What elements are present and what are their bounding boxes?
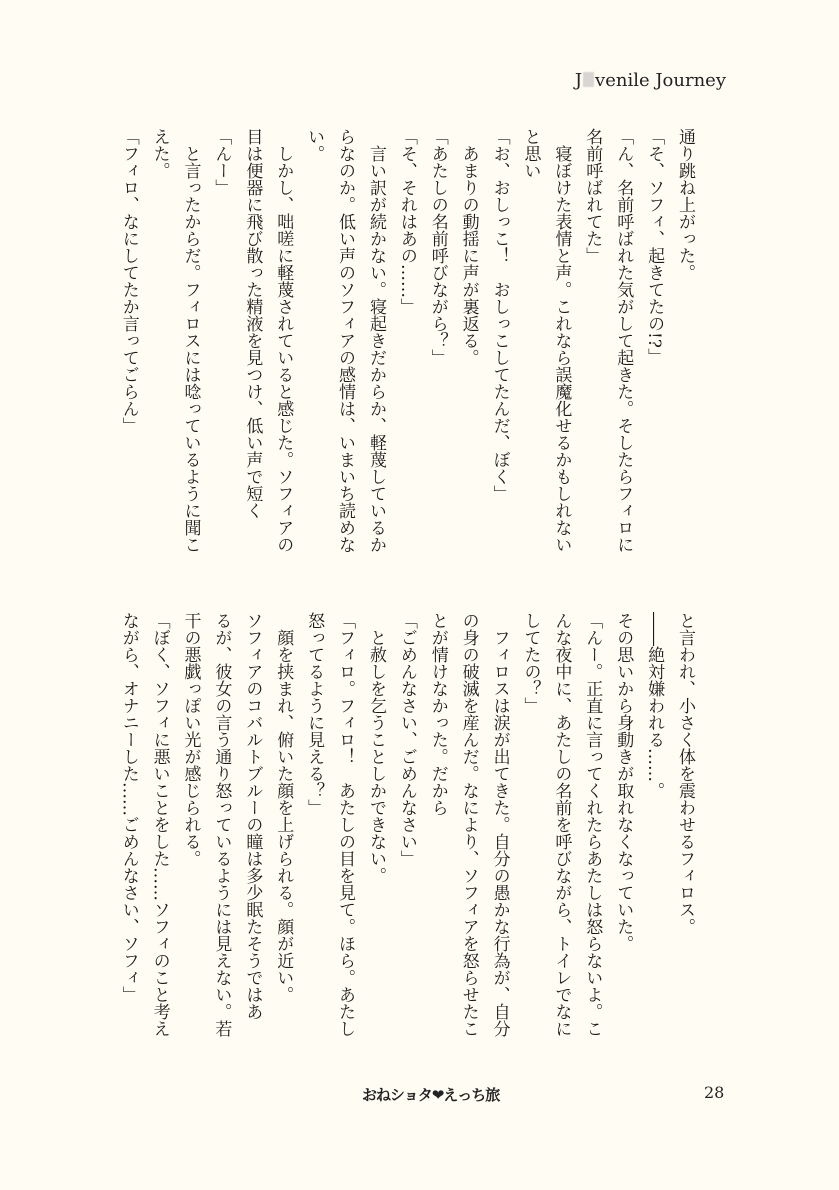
text-line: あまりの動揺に声が裏返る。 bbox=[458, 128, 479, 366]
text-line: えた。 bbox=[149, 128, 170, 179]
footer-title-part1: おねショタ bbox=[362, 1086, 432, 1104]
text-line: らなのか。低い声のソフィアの感情は、いまいち読めな bbox=[335, 128, 356, 553]
text-line: ――絶対嫌われる……。 bbox=[644, 612, 665, 799]
text-line: ソフィアのコバルトブルーの瞳は多少眠たそうではあ bbox=[242, 612, 263, 1020]
footer-title-part2: えっち旅 bbox=[443, 1086, 500, 1104]
text-line: 通り跳ね上がった。 bbox=[675, 128, 695, 281]
text-line: 顔を挟まれ、俯いた顔を上げられる。顔が近い。 bbox=[273, 612, 294, 1003]
text-line: い。 bbox=[304, 128, 325, 162]
book-title-footer bbox=[362, 1084, 499, 1105]
text-line: 「そ、それはあの……」 bbox=[396, 128, 417, 315]
text-line: 「フィロ、なにしてたか言ってごらん」 bbox=[118, 128, 139, 434]
text-block-upper bbox=[110, 128, 700, 558]
redaction-mask bbox=[583, 72, 594, 87]
text-line: 「そ、ソフィ、起きてたの!?」 bbox=[644, 128, 665, 365]
text-line: 「あたしの名前呼びながら？」 bbox=[427, 128, 448, 366]
text-line: 寝ぼけた表情と声。これなら誤魔化せるかもしれない bbox=[551, 128, 572, 553]
text-line: 言い訳が続かない。寝起きだからか、軽蔑しているか bbox=[365, 128, 386, 553]
text-line: 「ごめんなさい、ごめんなさい」 bbox=[396, 612, 417, 867]
text-line: と思い bbox=[520, 128, 541, 179]
page-number: 28 bbox=[704, 1083, 725, 1102]
text-line: フィロスは涙が出てきた。自分の愚かな行為が、自分 bbox=[489, 612, 510, 1037]
text-line: しかし、咄嗟に軽蔑されていると感じた。ソフィアの bbox=[273, 128, 294, 553]
text-line: その思いから身動きが取れなくなっていた。 bbox=[613, 612, 634, 952]
text-line: 「んー」 bbox=[211, 128, 232, 196]
text-line: んな夜中に、あたしの名前を呼びながら、トイレでなに bbox=[551, 612, 572, 1037]
text-line: 「ぼく、ソフィに悪いことをした……ソフィのこと考え bbox=[149, 612, 170, 1037]
text-line: ながら、オナニーした……ごめんなさい、ソフィ」 bbox=[118, 612, 139, 1003]
text-line: るが、彼女の言う通り怒っているようには見えない。若 bbox=[211, 612, 232, 1037]
header-title-end: venile Journey bbox=[595, 70, 726, 91]
text-line: の身の破滅を産んだ。なにより、ソフィアを怒らせたこ bbox=[458, 612, 479, 1037]
text-line: 怒ってるように見える？」 bbox=[304, 612, 325, 816]
text-line: と言ったからだ。フィロスには唸っているように聞こ bbox=[180, 128, 201, 553]
text-line: してたの？」 bbox=[520, 612, 541, 714]
text-line: 「ん、名前呼ばれた気がして起きた。そしたらフィロに bbox=[613, 128, 634, 553]
text-line: 目は便器に飛び散った精液を見つけ、低い声で短く bbox=[242, 128, 263, 519]
heart-icon: ❤ bbox=[431, 1086, 444, 1104]
text-line: とが情けなかった。だから bbox=[427, 612, 448, 816]
text-line: 「フィロ。フィロ！ あたしの目を見て。ほら。あたし bbox=[335, 612, 356, 1037]
text-line: と赦しを乞うことしかできない。 bbox=[365, 612, 386, 884]
text-block-lower bbox=[110, 612, 700, 1042]
text-line: 「お、おしっこ！ おしっこしてたんだ、ぼく」 bbox=[489, 128, 510, 502]
text-line: 名前呼ばれてた」 bbox=[582, 128, 603, 264]
text-line: と言われ、小さく体を震わせるフィロス。 bbox=[675, 612, 695, 935]
header-title-start: J bbox=[574, 70, 583, 91]
text-line: 干の悪戯っぽい光が感じられる。 bbox=[180, 612, 201, 867]
text-line: 「んー。正直に言ってくれたらあたしは怒らないよ。こ bbox=[582, 612, 603, 1037]
running-header bbox=[575, 70, 726, 91]
